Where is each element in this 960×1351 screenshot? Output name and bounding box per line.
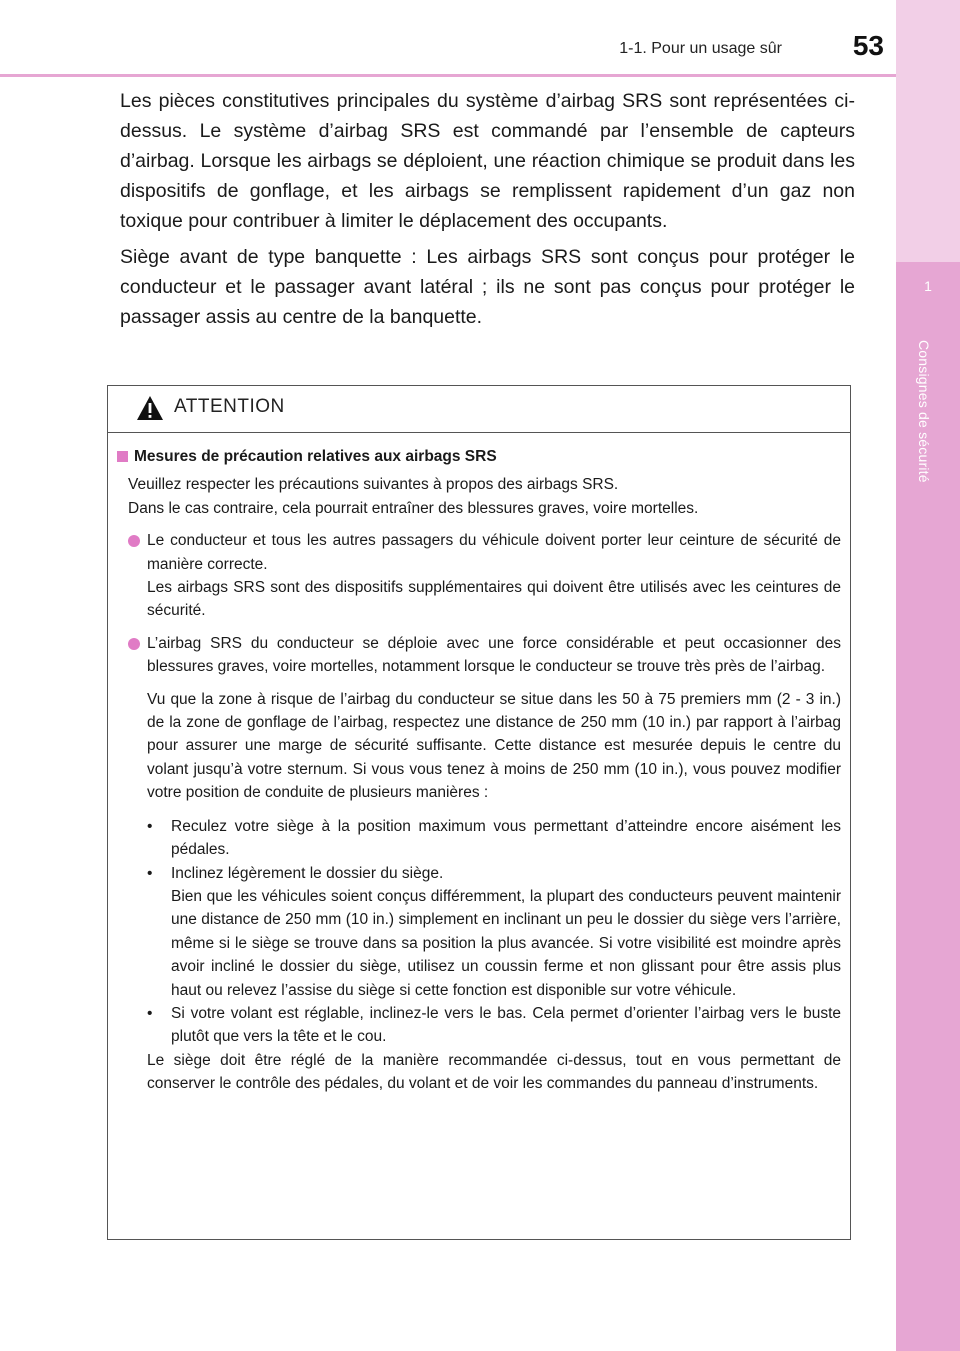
warning-intro (117, 473, 841, 520)
chapter-label: Consignes de sécurité (916, 340, 932, 483)
chapter-number: 1 (924, 278, 932, 294)
round-bullet-icon (128, 638, 140, 650)
warning-box (107, 385, 851, 1240)
list-item (147, 815, 841, 862)
distance-paragraph: Vu que la zone à risque de l’airbag du conducteur se situe dans les 50 à 75 premiers mm (2 - 3 in.) de la zone de gonflage de l’airbag, respectez une distance de 250 mm (10 in.) par rapport à l’airbag pour assurer une marge de sécurité suffisante. Cette distance est mesurée depuis le centre du volant jusqu’à votre sternum. Si vous vous tenez à moins de 250 mm (10 in.), vous pouvez modifier votre position de conduite de plusieurs manières : (147, 690, 841, 802)
round-bullet-icon (128, 535, 140, 547)
warning-bullet-1 (117, 529, 841, 623)
chapter-sidebar (896, 0, 960, 1351)
warning-intro-line-1: Veuillez respecter les précautions suivantes à propos des airbags SRS. (128, 476, 619, 494)
warning-header (108, 386, 850, 433)
intro-paragraph-2: Siège avant de type banquette : Les airbags SRS sont conçus pour protéger le conducteur et le passager avant latéral ; ils ne sont pas conçus pour protéger le passager assis au centre de la banquette. (120, 246, 855, 328)
warning-bullet-1-line-1: Le conducteur et tous les autres passagers du véhicule doivent porter leur ceinture de sécurité de manière correcte. (147, 532, 841, 573)
warning-triangle-icon (136, 395, 164, 421)
warning-bullet-1-line-2: Les airbags SRS sont des dispositifs supplémentaires qui doivent être utilisés avec les ceintures de sécurité. (147, 579, 841, 620)
closing-paragraph: Le siège doit être réglé de la manière recommandée ci-dessus, tout en vous permettant de conserver le contrôle des pédales, du volant et de voir les commandes du panneau d’instruments. (147, 1051, 841, 1093)
warning-section-title: Mesures de précaution relatives aux airbags SRS (134, 448, 497, 465)
running-header-section: 1-1. Pour un usage sûr (619, 40, 782, 57)
warning-bullet-2-text: L’airbag SRS du conducteur se déploie avec une force considérable et peut occasionner des blessures graves, voire mortelles, notamment lorsque le conducteur se trouve très près de l’airbag. (147, 634, 841, 676)
warning-title: ATTENTION (174, 396, 285, 417)
warning-body (108, 433, 850, 1096)
chapter-sidebar-top (896, 0, 960, 262)
list-item-text: Bien que les véhicules soient conçus différemment, la plupart des conducteurs peuvent maintenir une distance de 250 mm (10 in.) simplement en inclinant un peu le dossier du siège vers l’arrière, même si le siège se trouve dans sa position la plus avancée. Si votre visibilité est moindre après avoir incliné le dossier du siège, utilisez un coussin ferme et non glissant pour être assis plus haut ou relevez l’assise du siège si cette fonction est disponible sur votre véhicule. (171, 887, 841, 999)
list-bullet: • (147, 817, 153, 835)
page-number: 53 (852, 30, 884, 61)
list-bullet: • (147, 864, 153, 882)
list-bullet: • (147, 1004, 153, 1022)
warning-bullet-2 (117, 632, 841, 679)
list-item-content (171, 862, 841, 1002)
intro-text (120, 86, 855, 338)
square-bullet-icon (117, 451, 128, 462)
list-item-text: Inclinez légèrement le dossier du siège. (171, 864, 444, 882)
warning-intro-line-2: Dans le cas contraire, cela pourrait entraîner des blessures graves, voire mortelles. (128, 499, 699, 517)
intro-paragraph-1: Les pièces constitutives principales du système d’airbag SRS sont représentées ci-dessus. Le système d’airbag SRS est commandé par l’ensemble de capteurs d’airbag. Lorsque les airbags se déploient, une réaction chimique se produit dans les dispositifs de gonflage, et les airbags se remplissent rapidement d’un gaz non toxique pour contribuer à limiter le déplacement des occupants. (120, 90, 855, 232)
list-item-text: Si votre volant est réglable, inclinez-le vers le bas. Cela permet d’orienter l’airbag vers le buste plutôt que vers la tête et le cou. (171, 1004, 841, 1046)
header-divider (0, 74, 896, 77)
warning-section-heading (117, 445, 841, 468)
list-item-text: Reculez votre siège à la position maximum vous permettant d’atteindre encore aisément les pédales. (171, 817, 841, 859)
list-item (147, 862, 841, 1002)
list-item (147, 1002, 841, 1049)
adjustment-list (147, 815, 841, 1049)
